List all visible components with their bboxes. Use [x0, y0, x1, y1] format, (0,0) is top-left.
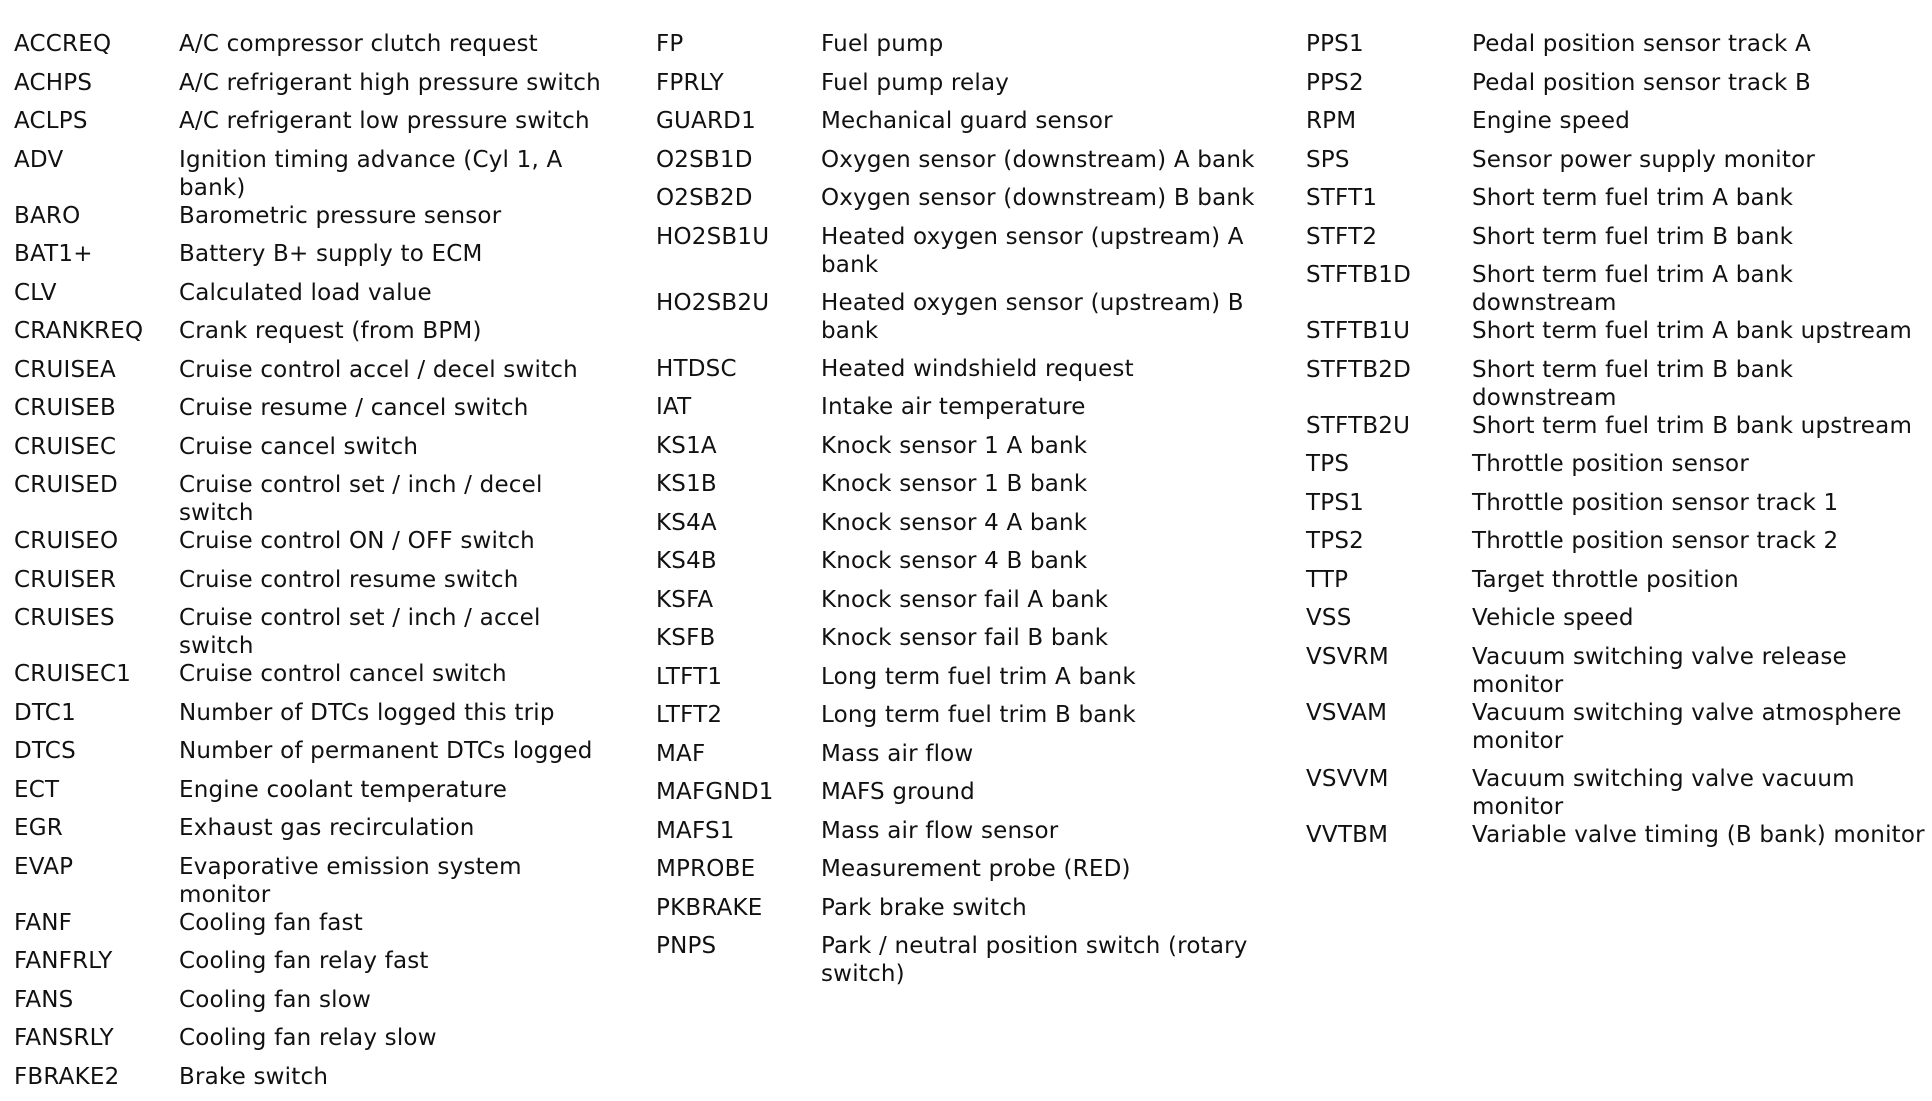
entry-abbreviation: EGR — [14, 814, 179, 842]
glossary-entry — [1306, 643, 1926, 699]
glossary-entry — [656, 817, 1266, 856]
glossary-entry — [1306, 261, 1926, 317]
glossary-entry — [14, 1024, 614, 1063]
entry-abbreviation: FP — [656, 30, 821, 58]
glossary-entry — [656, 470, 1266, 509]
glossary-entry — [1306, 450, 1926, 489]
glossary-entry — [656, 894, 1266, 933]
entry-abbreviation: TPS2 — [1306, 527, 1472, 555]
entry-abbreviation: FANS — [14, 986, 179, 1014]
glossary-entry — [14, 433, 614, 472]
glossary-entry — [1306, 184, 1926, 223]
entry-abbreviation: HO2SB1U — [656, 223, 821, 251]
glossary-entry — [1306, 604, 1926, 643]
glossary-entry — [1306, 765, 1926, 821]
entry-description: Ignition timing advance (Cyl 1, A bank) — [179, 146, 614, 202]
entry-description: A/C compressor clutch request — [179, 30, 614, 58]
entry-abbreviation: CRUISEA — [14, 356, 179, 384]
glossary-entry — [14, 69, 614, 108]
glossary-entry — [14, 527, 614, 566]
entry-abbreviation: STFT1 — [1306, 184, 1472, 212]
glossary-entry — [656, 69, 1266, 108]
glossary-column-2 — [656, 30, 1266, 998]
glossary-entry — [14, 240, 614, 279]
entry-description: Heated oxygen sensor (upstream) A bank — [821, 223, 1266, 279]
glossary-entry — [1306, 30, 1926, 69]
entry-abbreviation: LTFT2 — [656, 701, 821, 729]
glossary-entry — [656, 586, 1266, 625]
entry-abbreviation: CRUISEC — [14, 433, 179, 461]
entry-description: MAFS ground — [821, 778, 1266, 806]
entry-description: Cooling fan slow — [179, 986, 614, 1014]
glossary-column-1 — [14, 30, 614, 1101]
entry-description: Cruise control accel / decel switch — [179, 356, 614, 384]
entry-description: Intake air temperature — [821, 393, 1266, 421]
entry-abbreviation: STFTB2D — [1306, 356, 1472, 384]
entry-description: Vacuum switching valve vacuum monitor — [1472, 765, 1926, 821]
entry-description: Target throttle position — [1472, 566, 1926, 594]
glossary-entry — [1306, 412, 1926, 451]
entry-abbreviation: STFTB1D — [1306, 261, 1472, 289]
entry-abbreviation: CRUISES — [14, 604, 179, 632]
glossary-entry — [14, 814, 614, 853]
entry-description: Engine speed — [1472, 107, 1926, 135]
entry-description: Variable valve timing (B bank) monitor — [1472, 821, 1926, 849]
entry-abbreviation: ACLPS — [14, 107, 179, 135]
entry-description: Throttle position sensor track 2 — [1472, 527, 1926, 555]
glossary-entry — [14, 317, 614, 356]
glossary-entry — [656, 740, 1266, 779]
glossary-entry — [656, 624, 1266, 663]
glossary-entry — [656, 547, 1266, 586]
entry-description: Knock sensor 1 A bank — [821, 432, 1266, 460]
entry-abbreviation: VSVVM — [1306, 765, 1472, 793]
entry-description: Short term fuel trim A bank — [1472, 184, 1926, 212]
glossary-entry — [656, 932, 1266, 998]
entry-abbreviation: PPS2 — [1306, 69, 1472, 97]
entry-abbreviation: DTCS — [14, 737, 179, 765]
entry-description: Vacuum switching valve atmosphere monitor — [1472, 699, 1926, 755]
entry-abbreviation: MAFGND1 — [656, 778, 821, 806]
entry-abbreviation: IAT — [656, 393, 821, 421]
entry-description: Crank request (from BPM) — [179, 317, 614, 345]
glossary-entry — [14, 1063, 614, 1101]
entry-abbreviation: KSFA — [656, 586, 821, 614]
glossary-entry — [14, 909, 614, 948]
glossary-entry — [14, 737, 614, 776]
glossary-entry — [656, 393, 1266, 432]
entry-description: Battery B+ supply to ECM — [179, 240, 614, 268]
entry-abbreviation: VSVRM — [1306, 643, 1472, 671]
entry-abbreviation: PNPS — [656, 932, 821, 960]
glossary-entry — [656, 855, 1266, 894]
entry-description: A/C refrigerant high pressure switch — [179, 69, 614, 97]
entry-description: Heated windshield request — [821, 355, 1266, 383]
entry-description: Cruise control set / inch / decel switch — [179, 471, 614, 527]
entry-description: Fuel pump relay — [821, 69, 1266, 97]
entry-abbreviation: ADV — [14, 146, 179, 174]
entry-abbreviation: KS1A — [656, 432, 821, 460]
glossary-entry — [656, 184, 1266, 223]
entry-abbreviation: STFTB1U — [1306, 317, 1472, 345]
glossary-entry — [14, 356, 614, 395]
glossary-entry — [1306, 566, 1926, 605]
glossary-entry — [14, 394, 614, 433]
entry-description: Knock sensor 4 A bank — [821, 509, 1266, 537]
entry-abbreviation: EVAP — [14, 853, 179, 881]
glossary-entry — [14, 660, 614, 699]
entry-description: Throttle position sensor — [1472, 450, 1926, 478]
glossary-entry — [14, 202, 614, 241]
entry-abbreviation: FBRAKE2 — [14, 1063, 179, 1091]
entry-abbreviation: SPS — [1306, 146, 1472, 174]
entry-description: Cruise control cancel switch — [179, 660, 614, 688]
entry-abbreviation: CLV — [14, 279, 179, 307]
glossary-entry — [1306, 317, 1926, 356]
entry-abbreviation: FPRLY — [656, 69, 821, 97]
entry-description: Knock sensor fail A bank — [821, 586, 1266, 614]
entry-description: Cooling fan relay slow — [179, 1024, 614, 1052]
entry-description: Number of permanent DTCs logged — [179, 737, 614, 765]
entry-description: A/C refrigerant low pressure switch — [179, 107, 614, 135]
entry-abbreviation: ACCREQ — [14, 30, 179, 58]
glossary-entry — [656, 663, 1266, 702]
glossary-entry — [14, 699, 614, 738]
glossary-entry — [14, 279, 614, 318]
entry-abbreviation: HO2SB2U — [656, 289, 821, 317]
entry-description: Cooling fan relay fast — [179, 947, 614, 975]
entry-description: Vacuum switching valve release monitor — [1472, 643, 1926, 699]
entry-description: Cruise resume / cancel switch — [179, 394, 614, 422]
entry-abbreviation: KS4A — [656, 509, 821, 537]
entry-description: Cruise cancel switch — [179, 433, 614, 461]
entry-abbreviation: TTP — [1306, 566, 1472, 594]
glossary-entry — [656, 289, 1266, 355]
entry-description: Mechanical guard sensor — [821, 107, 1266, 135]
entry-description: Park / neutral position switch (rotary switch) — [821, 932, 1266, 988]
glossary-entry — [14, 776, 614, 815]
glossary-entry — [1306, 146, 1926, 185]
entry-abbreviation: MAFS1 — [656, 817, 821, 845]
entry-abbreviation: VSVAM — [1306, 699, 1472, 727]
glossary-entry — [1306, 489, 1926, 528]
glossary-entry — [14, 146, 614, 202]
entry-description: Knock sensor 1 B bank — [821, 470, 1266, 498]
entry-abbreviation: STFT2 — [1306, 223, 1472, 251]
entry-description: Pedal position sensor track A — [1472, 30, 1926, 58]
entry-description: Mass air flow sensor — [821, 817, 1266, 845]
glossary-entry — [14, 986, 614, 1025]
glossary-entry — [656, 146, 1266, 185]
entry-description: Knock sensor 4 B bank — [821, 547, 1266, 575]
glossary-entry — [14, 471, 614, 527]
entry-description: Short term fuel trim A bank downstream — [1472, 261, 1926, 317]
glossary-entry — [14, 566, 614, 605]
entry-description: Short term fuel trim B bank — [1472, 223, 1926, 251]
entry-description: Exhaust gas recirculation — [179, 814, 614, 842]
entry-description: Mass air flow — [821, 740, 1266, 768]
glossary-entry — [656, 432, 1266, 471]
glossary-entry — [656, 223, 1266, 289]
entry-abbreviation: KSFB — [656, 624, 821, 652]
glossary-entry — [1306, 356, 1926, 412]
entry-description: Barometric pressure sensor — [179, 202, 614, 230]
entry-abbreviation: ACHPS — [14, 69, 179, 97]
entry-abbreviation: FANF — [14, 909, 179, 937]
glossary-entry — [14, 604, 614, 660]
entry-description: Pedal position sensor track B — [1472, 69, 1926, 97]
entry-abbreviation: RPM — [1306, 107, 1472, 135]
glossary-entry — [1306, 527, 1926, 566]
entry-abbreviation: TPS — [1306, 450, 1472, 478]
glossary-entry — [1306, 107, 1926, 146]
entry-description: Oxygen sensor (downstream) B bank — [821, 184, 1266, 212]
glossary-entry — [656, 355, 1266, 394]
entry-abbreviation: VSS — [1306, 604, 1472, 632]
entry-description: Throttle position sensor track 1 — [1472, 489, 1926, 517]
entry-abbreviation: GUARD1 — [656, 107, 821, 135]
glossary-entry — [14, 30, 614, 69]
entry-description: Fuel pump — [821, 30, 1266, 58]
entry-description: Short term fuel trim A bank upstream — [1472, 317, 1926, 345]
entry-abbreviation: CRANKREQ — [14, 317, 179, 345]
entry-description: Number of DTCs logged this trip — [179, 699, 614, 727]
glossary-entry — [14, 107, 614, 146]
glossary-entry — [14, 853, 614, 909]
entry-abbreviation: LTFT1 — [656, 663, 821, 691]
glossary-entry — [656, 30, 1266, 69]
entry-abbreviation: VVTBM — [1306, 821, 1472, 849]
glossary-entry — [1306, 69, 1926, 108]
glossary-entry — [656, 107, 1266, 146]
entry-abbreviation: CRUISED — [14, 471, 179, 499]
entry-abbreviation: KS1B — [656, 470, 821, 498]
glossary-entry — [14, 947, 614, 986]
entry-abbreviation: FANSRLY — [14, 1024, 179, 1052]
entry-description: Calculated load value — [179, 279, 614, 307]
entry-abbreviation: STFTB2U — [1306, 412, 1472, 440]
glossary-column-3 — [1306, 30, 1926, 859]
entry-abbreviation: PKBRAKE — [656, 894, 821, 922]
entry-abbreviation: ECT — [14, 776, 179, 804]
entry-description: Cruise control set / inch / accel switch — [179, 604, 614, 660]
entry-abbreviation: KS4B — [656, 547, 821, 575]
entry-description: Short term fuel trim B bank downstream — [1472, 356, 1926, 412]
glossary-entry — [656, 509, 1266, 548]
entry-description: Engine coolant temperature — [179, 776, 614, 804]
entry-description: Park brake switch — [821, 894, 1266, 922]
entry-description: Knock sensor fail B bank — [821, 624, 1266, 652]
entry-description: Evaporative emission system monitor — [179, 853, 614, 909]
entry-description: Cruise control ON / OFF switch — [179, 527, 614, 555]
entry-abbreviation: O2SB1D — [656, 146, 821, 174]
entry-abbreviation: MPROBE — [656, 855, 821, 883]
entry-description: Long term fuel trim B bank — [821, 701, 1266, 729]
entry-description: Sensor power supply monitor — [1472, 146, 1926, 174]
glossary-entry — [656, 778, 1266, 817]
entry-description: Vehicle speed — [1472, 604, 1926, 632]
entry-abbreviation: DTC1 — [14, 699, 179, 727]
entry-description: Brake switch — [179, 1063, 614, 1091]
entry-abbreviation: HTDSC — [656, 355, 821, 383]
entry-abbreviation: BAT1+ — [14, 240, 179, 268]
entry-abbreviation: PPS1 — [1306, 30, 1472, 58]
glossary-entry — [1306, 223, 1926, 262]
entry-abbreviation: MAF — [656, 740, 821, 768]
entry-description: Cooling fan fast — [179, 909, 614, 937]
entry-abbreviation: CRUISEO — [14, 527, 179, 555]
entry-description: Short term fuel trim B bank upstream — [1472, 412, 1926, 440]
entry-description: Cruise control resume switch — [179, 566, 614, 594]
entry-abbreviation: TPS1 — [1306, 489, 1472, 517]
glossary-entry — [656, 701, 1266, 740]
entry-abbreviation: O2SB2D — [656, 184, 821, 212]
entry-abbreviation: FANFRLY — [14, 947, 179, 975]
entry-description: Oxygen sensor (downstream) A bank — [821, 146, 1266, 174]
entry-abbreviation: CRUISER — [14, 566, 179, 594]
entry-abbreviation: CRUISEB — [14, 394, 179, 422]
entry-abbreviation: CRUISEC1 — [14, 660, 179, 688]
glossary-entry — [1306, 699, 1926, 765]
entry-description: Heated oxygen sensor (upstream) B bank — [821, 289, 1266, 345]
entry-description: Measurement probe (RED) — [821, 855, 1266, 883]
entry-abbreviation: BARO — [14, 202, 179, 230]
glossary-entry — [1306, 821, 1926, 860]
entry-description: Long term fuel trim A bank — [821, 663, 1266, 691]
